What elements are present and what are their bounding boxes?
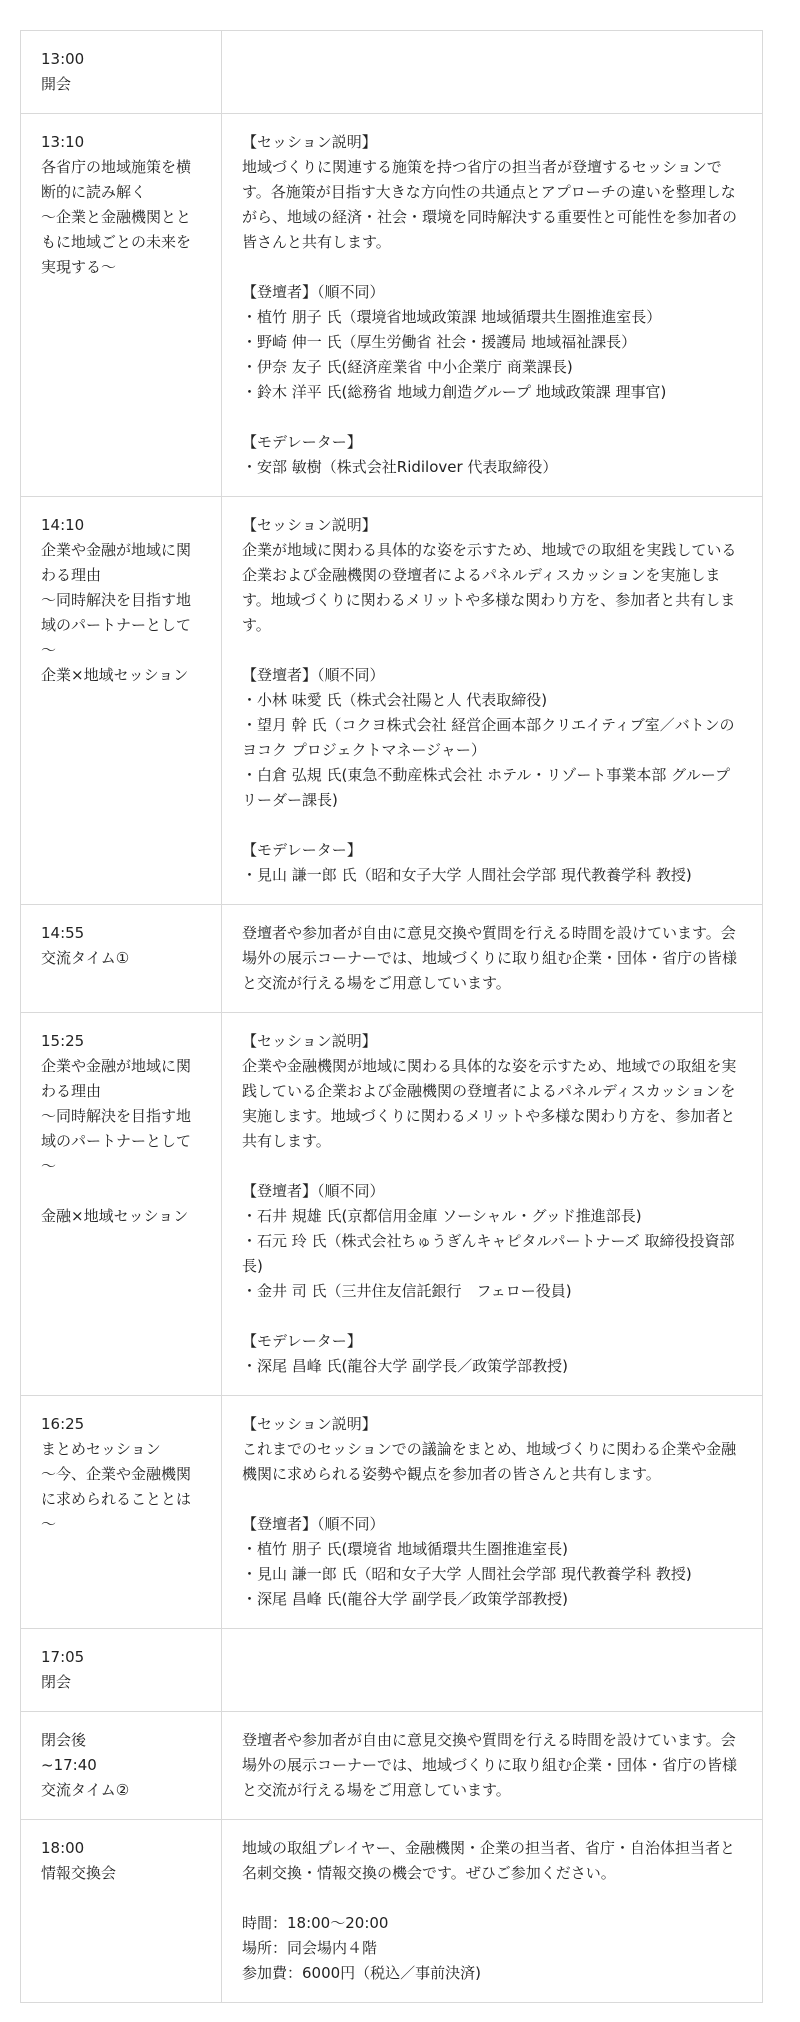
schedule-description-line: 登壇者や参加者が自由に意見交換や質問を行える時間を設けています。会場外の展示コーナーでは、地域づくりに取り組む企業・団体・省庁の皆様と交流が行える場をご用意しています。 [242, 1731, 738, 1799]
schedule-label-line: ～同時解決を目指す地域のパートナーとして～ [41, 1107, 192, 1175]
schedule-description-line [242, 813, 742, 838]
schedule-description-line [242, 1487, 742, 1512]
schedule-label-line: 企業×地域セッション [41, 666, 189, 684]
schedule-description-cell [222, 905, 763, 1013]
schedule-row [21, 1629, 763, 1712]
schedule-body [21, 31, 763, 2003]
schedule-description-line: 時間：18:00～20:00 [242, 1914, 389, 1932]
schedule-label-line: ~17:40 [41, 1756, 97, 1774]
schedule-description-cell [222, 1629, 763, 1712]
schedule-description-line: ・植竹 朋子 氏（環境省地域政策課 地域循環共生圏推進室長） [242, 308, 662, 326]
schedule-description-line: 【セッション説明】 [242, 133, 377, 151]
schedule-label-line: 情報交換会 [41, 1864, 117, 1882]
schedule-description-line: ・小林 味愛 氏（株式会社陽と人 代表取締役) [242, 691, 548, 709]
schedule-label-line: ～同時解決を目指す地域のパートナーとして～ [41, 591, 192, 659]
schedule-description-line: 【モデレーター】 [242, 433, 362, 451]
schedule-description-line: 登壇者や参加者が自由に意見交換や質問を行える時間を設けています。会場外の展示コーナーでは、地域づくりに取り組む企業・団体・省庁の皆様と交流が行える場をご用意しています。 [242, 924, 738, 992]
schedule-time: 18:00 [41, 1839, 85, 1857]
schedule-description-line: ・金井 司 氏（三井住友信託銀行 フェロー役員) [242, 1282, 572, 1300]
schedule-time-cell [21, 1820, 222, 2003]
schedule-row [21, 31, 763, 114]
schedule-time: 閉会後 [41, 1731, 87, 1749]
schedule-time-cell [21, 114, 222, 497]
schedule-description-cell [222, 1396, 763, 1629]
schedule-description-line: 【セッション説明】 [242, 1415, 377, 1433]
schedule-row [21, 1820, 763, 2003]
schedule-time: 13:10 [41, 133, 85, 151]
schedule-label-line: 交流タイム① [41, 949, 130, 967]
schedule-description-line [242, 405, 742, 430]
schedule-description-cell [222, 1013, 763, 1396]
schedule-label-line: 開会 [41, 75, 72, 93]
schedule-row [21, 1013, 763, 1396]
schedule-description-line: 企業が地域に関わる具体的な姿を示すため、地域での取組を実践している企業および金融機関の登壇者によるパネルディスカッションを実施します。地域づくりに関わるメリットや多様な関わり方を、参加者と共有します。 [242, 541, 737, 634]
schedule-description-line: 地域づくりに関連する施策を持つ省庁の担当者が登壇するセッションです。各施策が目指す大きな方向性の共通点とアプローチの違いを整理しながら、地域の経済・社会・環境を同時解決する重要性と可能性を参加者の皆さんと共有します。 [242, 158, 738, 251]
schedule-row [21, 497, 763, 905]
schedule-label-line: 閉会 [41, 1673, 72, 1691]
schedule-time: 17:05 [41, 1648, 85, 1666]
schedule-label-line: 企業や金融が地域に関わる理由 [41, 541, 192, 584]
schedule-description-line: ・安部 敏樹（株式会社Ridilover 代表取締役） [242, 458, 558, 476]
schedule-description-line: 【登壇者】（順不同） [242, 1182, 385, 1200]
schedule-description-line: ・植竹 朋子 氏(環境省 地域循環共生圏推進室長) [242, 1540, 569, 1558]
schedule-description-line: 地域の取組プレイヤー、金融機関・企業の担当者、省庁・自治体担当者と名刺交換・情報交換の機会です。ぜひご参加ください。 [242, 1839, 736, 1882]
schedule-time-cell [21, 1013, 222, 1396]
schedule-description-line [242, 255, 742, 280]
schedule-time-cell [21, 1712, 222, 1820]
schedule-description-line: 【セッション説明】 [242, 516, 377, 534]
schedule-label-line: 各省庁の地域施策を横断的に読み解く [41, 158, 192, 201]
schedule-description-line: ・石元 玲 氏（株式会社ちゅうぎんキャピタルパートナーズ 取締役投資部長) [242, 1232, 735, 1275]
schedule-row [21, 1396, 763, 1629]
schedule-description-cell [222, 497, 763, 905]
schedule-description-line: 【セッション説明】 [242, 1032, 377, 1050]
schedule-label-line: 交流タイム② [41, 1781, 130, 1799]
schedule-description-line: 参加費：6000円（税込／事前決済) [242, 1964, 482, 1982]
schedule-time-cell [21, 1396, 222, 1629]
schedule-description-line: ・白倉 弘規 氏(東急不動産株式会社 ホテル・リゾート事業本部 グループリーダー課長) [242, 766, 730, 809]
schedule-description-line: 【モデレーター】 [242, 841, 362, 859]
schedule-time-cell [21, 31, 222, 114]
schedule-description-line: 企業や金融機関が地域に関わる具体的な姿を示すため、地域での取組を実践している企業および金融機関の登壇者によるパネルディスカッションを実施します。地域づくりに関わるメリットや多様な関わり方を、参加者と共有します。 [242, 1057, 737, 1150]
schedule-description-line: ・望月 幹 氏（コクヨ株式会社 経営企画本部クリエイティブ室／バトンのヨコク プロジェクトマネージャー） [242, 716, 735, 759]
schedule-label-line: 金融×地域セッション [41, 1207, 189, 1225]
schedule-description-line: ・伊奈 友子 氏(経済産業省 中小企業庁 商業課長) [242, 358, 573, 376]
schedule-time-cell [21, 497, 222, 905]
schedule-description-line: ・見山 謙一郎 氏（昭和女子大学 人間社会学部 現代教養学科 教授) [242, 1565, 692, 1583]
schedule-description-cell [222, 1820, 763, 2003]
schedule-description-line: ・石井 規雄 氏(京都信用金庫 ソーシャル・グッド推進部長) [242, 1207, 642, 1225]
schedule-description-line: ・深尾 昌峰 氏(龍谷大学 副学長／政策学部教授) [242, 1357, 569, 1375]
schedule-description-cell [222, 1712, 763, 1820]
schedule-row [21, 905, 763, 1013]
schedule-time-cell [21, 1629, 222, 1712]
schedule-description-line: ・鈴木 洋平 氏(総務省 地域力創造グループ 地域政策課 理事官) [242, 383, 667, 401]
schedule-time-cell [21, 905, 222, 1013]
schedule-label-line [41, 1179, 201, 1204]
schedule-description-line [242, 1154, 742, 1179]
schedule-description-line: これまでのセッションでの議論をまとめ、地域づくりに関わる企業や金融機関に求められる姿勢や観点を参加者の皆さんと共有します。 [242, 1440, 737, 1483]
schedule-row [21, 114, 763, 497]
schedule-label-line: まとめセッション [41, 1440, 161, 1458]
schedule-time: 14:55 [41, 924, 85, 942]
schedule-time: 13:00 [41, 50, 85, 68]
schedule-label-line: ～今、企業や金融機関に求められることとは～ [41, 1465, 192, 1533]
schedule-description-line [242, 1886, 742, 1911]
schedule-description-line: 場所：同会場内４階 [242, 1939, 378, 1957]
schedule-description-cell [222, 114, 763, 497]
schedule-description-line: ・見山 謙一郎 氏（昭和女子大学 人間社会学部 現代教養学科 教授) [242, 866, 692, 884]
schedule-description-line [242, 1304, 742, 1329]
schedule-label-line: 企業や金融が地域に関わる理由 [41, 1057, 192, 1100]
schedule-time: 15:25 [41, 1032, 85, 1050]
schedule-table [20, 30, 763, 2003]
schedule-description-line: 【登壇者】（順不同） [242, 1515, 385, 1533]
schedule-time: 14:10 [41, 516, 85, 534]
schedule-description-line: 【モデレーター】 [242, 1332, 362, 1350]
schedule-row [21, 1712, 763, 1820]
schedule-description-line: 【登壇者】（順不同） [242, 283, 385, 301]
schedule-time: 16:25 [41, 1415, 85, 1433]
schedule-description-cell [222, 31, 763, 114]
schedule-description-line: ・深尾 昌峰 氏(龍谷大学 副学長／政策学部教授) [242, 1590, 569, 1608]
schedule-label-line: ～企業と金融機関とともに地域ごとの未来を実現する～ [41, 208, 192, 276]
schedule-description-line [242, 638, 742, 663]
schedule-description-line: ・野崎 伸一 氏（厚生労働省 社会・援護局 地域福祉課長） [242, 333, 637, 351]
schedule-description-line: 【登壇者】（順不同） [242, 666, 385, 684]
